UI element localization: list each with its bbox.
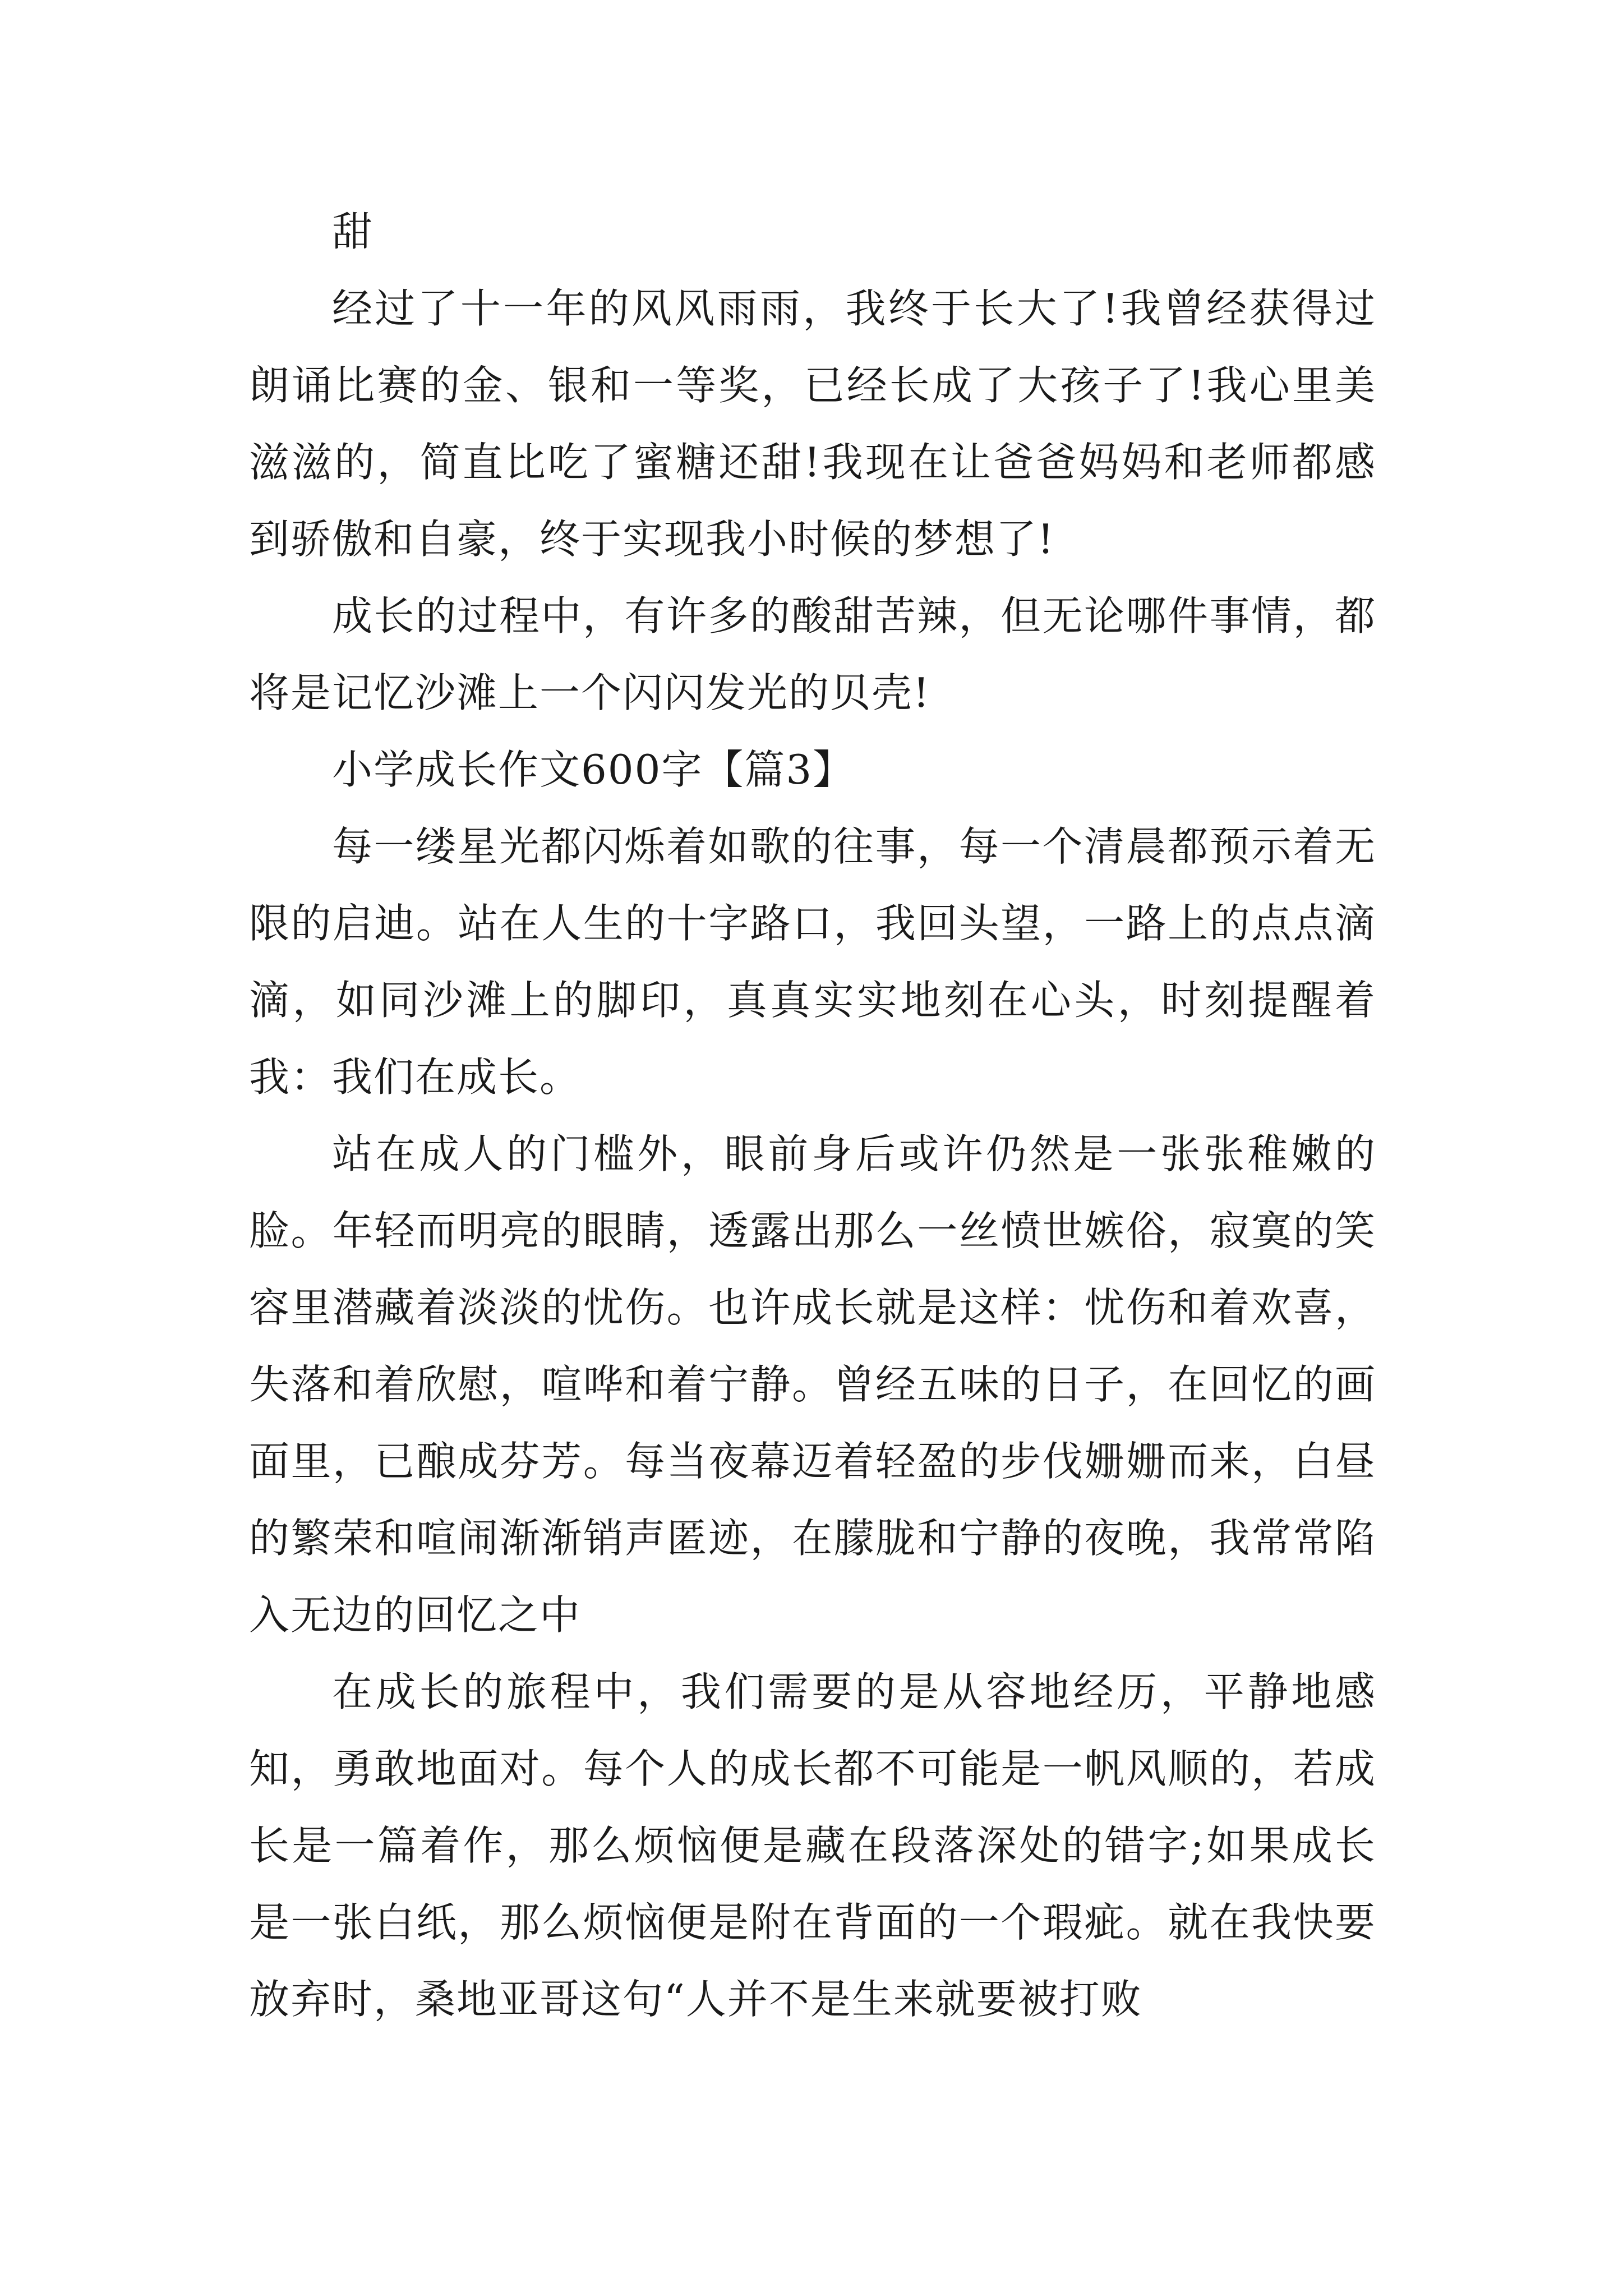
document-body [249,194,1376,2038]
paragraph: 经过了十一年的风风雨雨，我终于长大了!我曾经获得过朗诵比赛的金、银和一等奖，已经长成了大孩子了!我心里美滋滋的，简直比吃了蜜糖还甜!我现在让爸爸妈妈和老师都感到骄傲和自豪，终于实现我小时候的梦想了! [249,285,1376,563]
paragraph: 每一缕星光都闪烁着如歌的往事，每一个清晨都预示着无限的启迪。站在人生的十字路口，我回头望，一路上的点点滴滴，如同沙滩上的脚印，真真实实地刻在心头，时刻提醒着我：我们在成长。 [249,823,1376,1101]
paragraph: 成长的过程中，有许多的酸甜苦辣，但无论哪件事情，都将是记忆沙滩上一个闪闪发光的贝壳! [249,592,1376,716]
fragment-top: 甜 [332,208,374,255]
section-heading: 小学成长作文600字【篇3】 [332,746,855,793]
paragraph: 站在成人的门槛外，眼前身后或许仍然是一张张稚嫩的脸。年轻而明亮的眼睛，透露出那么一丝愤世嫉俗，寂寞的笑容里潜藏着淡淡的忧伤。也许成长就是这样：忧伤和着欢喜，失落和着欣慰，喧哗和着宁静。曾经五味的日子，在回忆的画面里，已酿成芬芳。每当夜幕迈着轻盈的步伐姗姗而来，白昼的繁荣和喧闹渐渐销声匿迹，在朦胧和宁静的夜晚，我常常陷入无边的回忆之中 [249,1130,1376,1639]
paragraph: 在成长的旅程中，我们需要的是从容地经历，平静地感知，勇敢地面对。每个人的成长都不可能是一帆风顺的，若成长是一篇着作，那么烦恼便是藏在段落深处的错字;如果成长是一张白纸，那么烦恼便是附在背面的一个瑕疵。就在我快要放弃时，桑地亚哥这句“人并不是生来就要被打败 [249,1668,1376,2023]
